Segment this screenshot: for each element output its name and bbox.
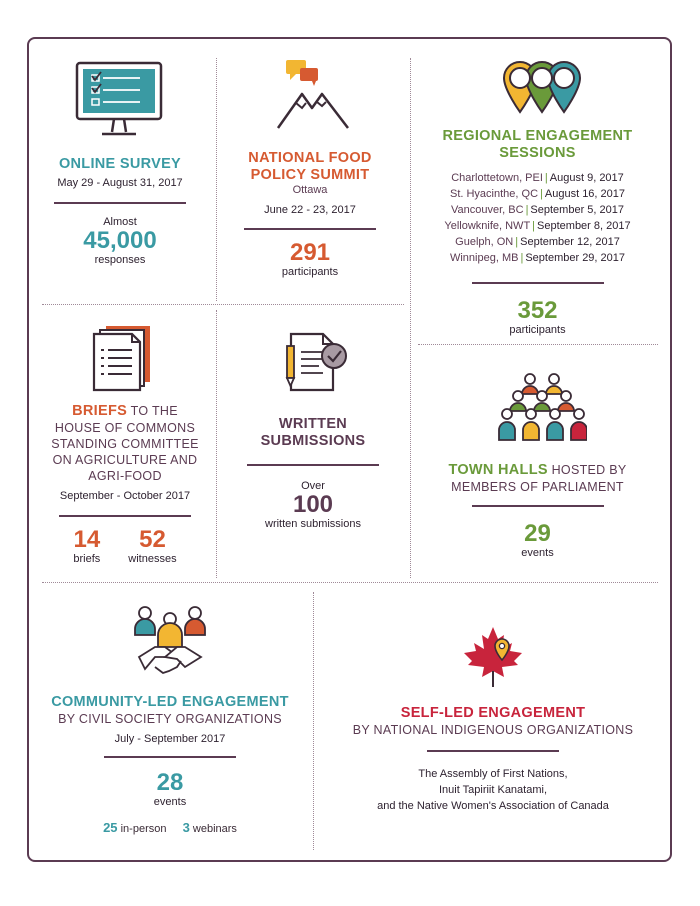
written-number: 100 bbox=[292, 491, 334, 518]
session-row: Charlottetown, PEI | August 9, 2017 bbox=[451, 172, 624, 184]
divider bbox=[42, 304, 404, 305]
written-title-line1: WRITTEN bbox=[278, 416, 348, 432]
selfled-title: SELF-LED ENGAGEMENT bbox=[400, 705, 586, 721]
crowd-icon bbox=[497, 372, 587, 444]
community-date: July - September 2017 bbox=[114, 733, 226, 745]
speech-mountains-icon bbox=[276, 58, 352, 132]
rule bbox=[427, 750, 559, 752]
session-row: Winnipeg, MB | September 29, 2017 bbox=[449, 252, 626, 264]
selfled-line2: BY NATIONAL INDIGENOUS ORGANIZATIONS bbox=[352, 723, 634, 737]
summit-number: 291 bbox=[289, 239, 331, 266]
regional-post: participants bbox=[509, 324, 566, 336]
divider bbox=[418, 344, 658, 345]
regional-number: 352 bbox=[517, 297, 558, 324]
selfled-org1: The Assembly of First Nations, bbox=[418, 768, 568, 780]
townhalls-title: TOWN HALLS HOSTED BY bbox=[448, 462, 627, 478]
briefs-line3: STANDING COMMITTEE bbox=[51, 437, 199, 451]
townhalls-number: 29 bbox=[524, 520, 551, 547]
briefs-date: September - October 2017 bbox=[59, 490, 191, 502]
session-row: Yellowknife, NWT | September 8, 2017 bbox=[444, 220, 631, 232]
witnesses-stat: 52 witnesses bbox=[128, 526, 177, 565]
community-line2: BY CIVIL SOCIETY ORGANIZATIONS bbox=[58, 712, 282, 726]
townhalls-line2: MEMBERS OF PARLIAMENT bbox=[451, 480, 624, 494]
briefs-stat: 14 briefs bbox=[73, 526, 101, 565]
townhalls-post: events bbox=[521, 547, 554, 559]
written-submission-icon bbox=[285, 330, 351, 394]
documents-icon bbox=[92, 324, 154, 392]
session-row: Vancouver, BC | September 5, 2017 bbox=[451, 204, 624, 216]
community-number: 28 bbox=[156, 769, 184, 796]
rule bbox=[472, 505, 604, 507]
divider bbox=[410, 58, 411, 578]
briefs-line2: HOUSE OF COMMONS bbox=[54, 421, 196, 435]
summit-title-line1: NATIONAL FOOD bbox=[248, 150, 372, 166]
divider bbox=[313, 592, 314, 850]
summit-location: Ottawa bbox=[292, 184, 328, 196]
briefs-line5: AGRI-FOOD bbox=[88, 469, 162, 483]
divider bbox=[216, 310, 217, 578]
rule bbox=[247, 464, 379, 466]
selfled-org2: Inuit Tapiriit Kanatami, bbox=[438, 784, 548, 796]
online-survey-number: 45,000 bbox=[83, 227, 157, 254]
online-survey-title: ONLINE SURVEY bbox=[58, 156, 182, 172]
rule bbox=[244, 228, 376, 230]
briefs-title: BRIEFS TO THE bbox=[72, 403, 178, 419]
rule bbox=[54, 202, 186, 204]
divider bbox=[216, 58, 217, 301]
community-breakdown: 25 in-person 3 webinars bbox=[103, 820, 237, 835]
community-post: events bbox=[153, 796, 187, 808]
divider bbox=[42, 582, 658, 583]
summit-title-line2: POLICY SUMMIT bbox=[250, 167, 370, 183]
rule bbox=[59, 515, 191, 517]
handshake-people-icon bbox=[133, 605, 207, 679]
regional-title: REGIONAL ENGAGEMENT SESSIONS bbox=[442, 128, 633, 161]
briefs-line4: ON AGRICULTURE AND bbox=[52, 453, 198, 467]
online-survey-date: May 29 - August 31, 2017 bbox=[57, 177, 183, 189]
rule bbox=[472, 282, 604, 284]
session-row: St. Hyacinthe, QC | August 16, 2017 bbox=[449, 188, 626, 200]
summit-date: June 22 - 23, 2017 bbox=[264, 204, 356, 216]
session-row: Guelph, ON | September 12, 2017 bbox=[455, 236, 620, 248]
sessions-list bbox=[420, 170, 655, 266]
online-survey-pre: Almost bbox=[103, 216, 137, 228]
online-survey-post: responses bbox=[94, 254, 146, 266]
map-pins-icon bbox=[500, 58, 584, 118]
summit-post: participants bbox=[281, 266, 339, 278]
maple-leaf-pin-icon bbox=[462, 625, 524, 689]
rule bbox=[104, 756, 236, 758]
written-post: written submissions bbox=[265, 518, 361, 530]
selfled-org3: and the Native Women's Association of Canada bbox=[377, 800, 609, 812]
community-title: COMMUNITY-LED ENGAGEMENT bbox=[51, 694, 289, 710]
computer-survey-icon bbox=[74, 60, 164, 140]
written-title-line2: SUBMISSIONS bbox=[260, 433, 366, 449]
written-pre: Over bbox=[301, 480, 325, 492]
